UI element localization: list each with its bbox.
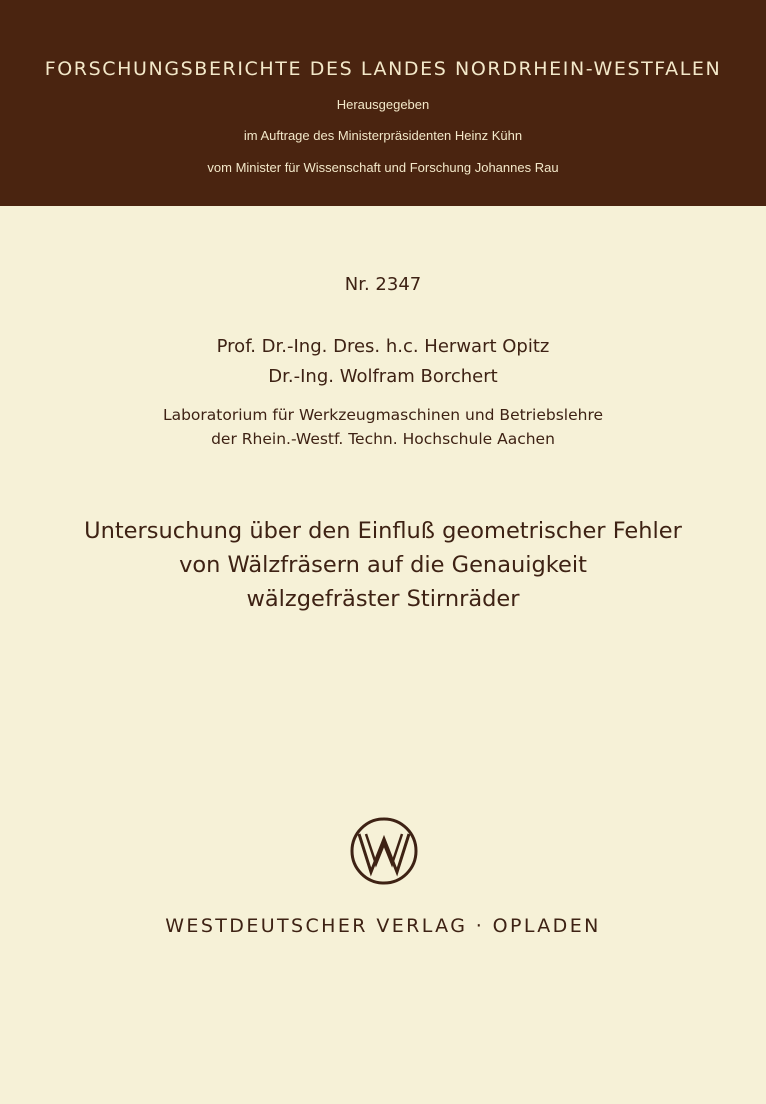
header-band bbox=[0, 0, 766, 206]
commission-line: im Auftrage des Ministerpräsidenten Heinz Kühn bbox=[243, 128, 523, 143]
title-line-2: von Wälzfräsern auf die Genauigkeit bbox=[179, 552, 587, 578]
report-number: Nr. 2347 bbox=[344, 274, 422, 295]
series-title: FORSCHUNGSBERICHTE DES LANDES NORDRHEIN-WESTFALEN bbox=[44, 58, 722, 80]
author-1: Prof. Dr.-Ing. Dres. h.c. Herwart Opitz bbox=[216, 336, 550, 357]
institution-line-2: der Rhein.-Westf. Techn. Hochschule Aachen bbox=[211, 430, 555, 448]
minister-line: vom Minister für Wissenschaft und Forschung Johannes Rau bbox=[207, 160, 559, 175]
author-2: Dr.-Ing. Wolfram Borchert bbox=[268, 366, 498, 387]
wv-logo-icon bbox=[350, 817, 418, 885]
title-line-3: wälzgefräster Stirnräder bbox=[246, 586, 520, 612]
editor-line: Herausgegeben bbox=[336, 97, 430, 112]
publisher-name: WESTDEUTSCHER VERLAG · OPLADEN bbox=[165, 915, 601, 937]
title-line-1: Untersuchung über den Einfluß geometrischer Fehler bbox=[84, 518, 682, 544]
institution-line-1: Laboratorium für Werkzeugmaschinen und Betriebslehre bbox=[162, 406, 604, 424]
